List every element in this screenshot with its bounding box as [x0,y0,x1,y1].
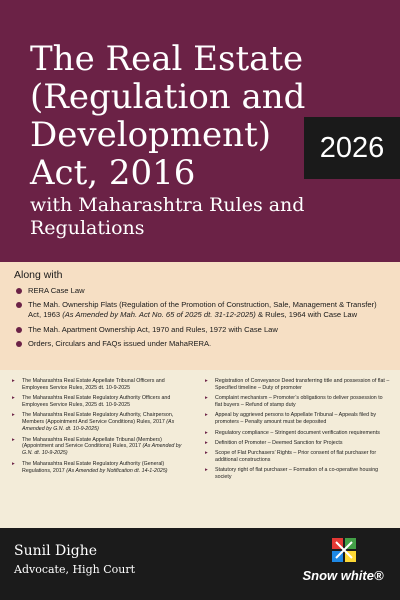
along-with-section [0,262,400,370]
publisher-name: Snow white® [302,568,384,583]
snow-white-logo-icon [332,538,356,562]
footer-band [0,528,400,600]
edition-year-badge: 2026 [304,117,400,179]
along-with-heading: Along with [14,269,63,281]
contents-item: ▸ Appeal by aggrieved persons to Appellate Tribunal – Appeals filed by promoters – Penalty amount must be deposited [205,412,391,426]
contents-item: ▸ The Maharashtra Real Estate Regulatory Authority, Chairperson, Members (Appointment And Service Conditions) Rules, 2017 (As Amended by G.N. dt. 10-9-2025) [12,412,190,433]
contents-item: ▸ The Maharashtra Real Estate Regulatory Authority (General) Regulations, 2017 (As Amended by Notification dt. 14-1-2025) [12,461,190,475]
along-with-item: Orders, Circulars and FAQs issued under MahaRERA. [14,339,386,349]
contents-item: ▸ The Maharashtra Real Estate Regulatory Authority Officers and Employees Service Rules, 2025 dt. 10-9-2025 [12,395,190,409]
contents-item: ▸ Complaint mechanism – Promoter’s obligations to deliver possession to flat buyers – Refund of stamp duty [205,395,391,409]
contents-item: ▸ Definition of Promoter – Deemed Sanction for Projects [205,440,391,447]
author-name: Sunil Dighe [14,543,97,559]
contents-item: ▸ The Maharashtra Real Estate Appellate Tribunal Officers and Employees Service Rules, 2025 dt. 10-9-2025 [12,378,190,392]
book-title: The Real Estate (Regulation and Development) Act, 2016 [30,39,306,193]
contents-left-column [12,378,190,478]
contents-item: ▸ Regulatory compliance – Stringent document verification requirements [205,430,391,437]
contents-item: ▸ Registration of Conveyance Deed transferring title and possession of flat – Specified timeline – Duty of promoter [205,378,391,392]
along-with-item: The Mah. Ownership Flats (Regulation of the Promotion of Construction, Sale, Management & Transfer) Act, 1963 (As Amended by Mah. Act No. 65 of 2025 dt. 31-12-2025) & Rules, 1964 with Case Law [14,300,386,320]
contents-item: ▸ Statutory right of flat purchaser – Formation of a co-operative housing society [205,467,391,481]
contents-item: ▸ The Maharashtra Real Estate Appellate Tribunal (Members) (Appointment and Service Conditions) Rules, 2017 (As Amended by G.N. dt. 10-9-2025) [12,437,190,458]
contents-item: ▸ Scope of Flat Purchasers’ Rights – Prior consent of flat purchaser for additional constructions [205,450,391,464]
contents-section [0,370,400,528]
book-title-block [30,40,310,240]
book-subtitle: with Maharashtra Rules and Regulations [30,194,305,239]
publisher-logo [298,538,388,588]
along-with-list [14,286,386,353]
author-role: Advocate, High Court [14,563,135,576]
contents-right-column [205,378,391,485]
along-with-item: RERA Case Law [14,286,386,296]
along-with-item: The Mah. Apartment Ownership Act, 1970 and Rules, 1972 with Case Law [14,325,386,335]
